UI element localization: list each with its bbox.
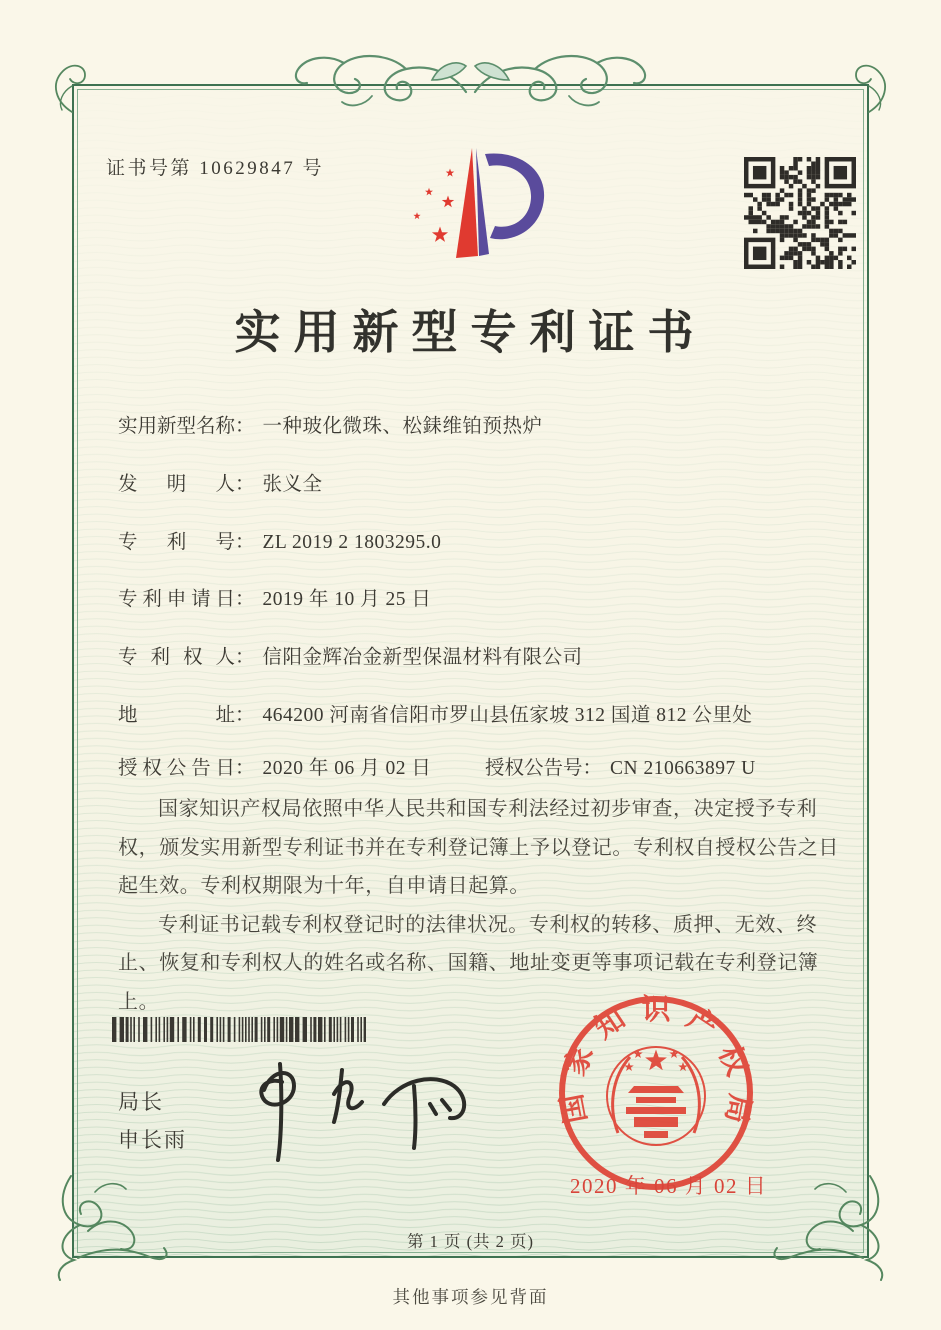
field-label: 专利申请日 <box>118 589 235 610</box>
field-value: 464200 河南省信阳市罗山县伍家坡 312 国道 812 公里处 <box>262 705 753 726</box>
field-label: 实用新型名称 <box>118 416 236 437</box>
director-title-label: 局长 <box>118 1090 164 1114</box>
back-side-note: 其他事项参见背面 <box>392 1287 549 1307</box>
qr-code <box>744 157 856 269</box>
field-colon: ： <box>235 589 255 610</box>
grant-number-colon: ： <box>582 758 603 779</box>
field-colon: ： <box>235 416 255 437</box>
field-colon: ： <box>235 532 255 553</box>
field-value: 信阳金辉冶金新型保温材料有限公司 <box>262 647 583 668</box>
grant-number-label: 授权公告号 <box>485 758 583 779</box>
field-colon: ： <box>235 647 255 668</box>
field-value: 一种玻化微珠、松銇维铂预热炉 <box>262 416 543 437</box>
barcode <box>112 1017 366 1042</box>
field-application-date <box>118 583 850 611</box>
field-value: ZL 2019 2 1803295.0 <box>262 532 442 553</box>
field-colon: ： <box>235 705 255 726</box>
field-grant-row <box>118 752 850 780</box>
legal-paragraph-1: 国家知识产权局依照中华人民共和国专利法经过初步审查，决定授予专利权，颁发实用新型专利证书并在专利登记簿上予以登记。专利权自授权公告之日起生效。专利权期限为十年，自申请日起算。 <box>118 798 839 897</box>
grant-number-pair <box>485 752 756 780</box>
legal-paragraph-2: 专利证书记载专利权登记时的法律状况。专利权的转移、质押、无效、终止、恢复和专利权人的姓名或名称、国籍、地址变更等事项记载在专利登记簿上。 <box>118 913 819 1013</box>
field-label: 地址 <box>118 705 235 726</box>
page-number-info: 第 1 页 (共 2 页) <box>406 1232 535 1251</box>
field-utility-model-name <box>118 410 850 438</box>
field-inventor <box>118 468 850 496</box>
grant-date-colon: ： <box>235 758 255 779</box>
director-name: 申长雨 <box>118 1128 187 1152</box>
grant-date-label: 授权公告日 <box>118 758 235 779</box>
seal-date: 2020 年 06 月 02 日 <box>570 1174 768 1198</box>
cnipa-seal-icon <box>556 993 756 1193</box>
field-value: 张义全 <box>262 474 323 495</box>
field-label: 专利号 <box>118 532 235 553</box>
field-colon: ： <box>235 474 255 495</box>
cnipa-logo-icon <box>392 136 572 270</box>
field-patentee <box>118 641 850 669</box>
director-signature-icon <box>238 1056 478 1168</box>
grant-date-value: 2020 年 06 月 02 日 <box>262 758 432 779</box>
certificate-number: 证书号第 10629847 号 <box>106 158 325 179</box>
field-address <box>118 699 850 727</box>
legal-text-block <box>118 790 846 1021</box>
field-label: 发明人 <box>118 474 235 495</box>
field-patent-number <box>118 526 850 554</box>
seal-text: 国家知识产权局 <box>556 993 756 1126</box>
grant-number-value: CN 210663897 U <box>610 758 756 779</box>
field-value: 2019 年 10 月 25 日 <box>262 589 432 610</box>
certificate-title: 实用新型专利证书 <box>234 307 707 358</box>
field-label: 专利权人 <box>118 647 235 668</box>
